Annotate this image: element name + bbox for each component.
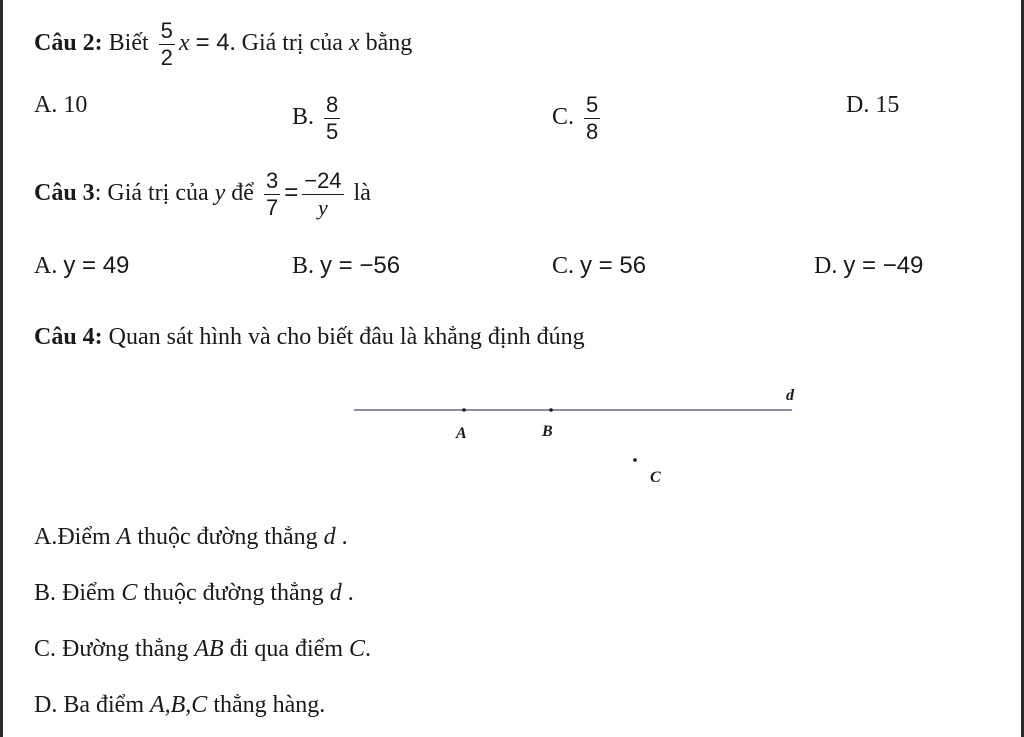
label-c: C: [650, 469, 661, 486]
q2-frac-den: 2: [160, 45, 173, 70]
q2-b-den: 5: [326, 119, 339, 144]
q2-c-fraction: [584, 92, 600, 145]
q3-d-label: D.: [814, 253, 838, 279]
q3-c-label: C.: [552, 253, 575, 279]
q3-label: Câu 3: [34, 180, 95, 207]
q4-c-var2: C: [349, 636, 366, 662]
point-a-dot: [462, 408, 466, 412]
q4-label: Câu 4:: [34, 324, 103, 350]
q3-end: là: [353, 180, 371, 207]
q4-b-var2: d: [329, 580, 342, 606]
q2-b-label: B.: [292, 104, 315, 131]
q2-b-fraction: [324, 92, 340, 145]
q4-answer-d: [34, 692, 325, 719]
q3-fraction-1: [264, 168, 280, 221]
question-4: [34, 324, 585, 351]
q2-frac-num: 5: [160, 18, 173, 43]
q4-a-end: .: [341, 524, 348, 550]
q2-b-num: 8: [326, 92, 339, 117]
q4-c-pre: C. Đường thẳng: [34, 636, 189, 662]
q4-b-post: thuộc đường thẳng: [143, 580, 324, 606]
q2-var: x: [178, 30, 190, 57]
q4-a-post: thuộc đường thẳng: [137, 524, 318, 550]
q3-answer-b: [292, 252, 400, 280]
q4-d-post: thẳng hàng.: [213, 692, 326, 718]
q3-eq: =: [284, 179, 299, 207]
q4-text: Quan sát hình và cho biết đâu là khẳng định đúng: [108, 324, 585, 350]
q3-b-label: B.: [292, 253, 315, 279]
q4-c-end: .: [365, 636, 372, 662]
q4-c-var: AB: [194, 636, 224, 662]
q2-answer-a: A. 10: [34, 92, 88, 118]
q2-suffix: . Giá trị của: [229, 30, 343, 57]
q4-answer-b: [34, 580, 354, 607]
q4-answer-a: [34, 524, 348, 551]
q4-d-var: A,B,C: [149, 692, 208, 718]
q2-answer-d: D. 15: [846, 92, 900, 118]
q3-fraction-2: [302, 168, 343, 221]
q2-answer-c: [552, 92, 604, 145]
q4-b-end: .: [347, 580, 354, 606]
q2-c-label: C.: [552, 104, 575, 131]
label-d: d: [786, 387, 794, 404]
q2-c-den: 8: [586, 119, 599, 144]
q4-b-pre: B. Điểm: [34, 580, 116, 606]
q3-prefix: : Giá trị của: [94, 180, 209, 207]
q2-fraction: [159, 18, 175, 71]
q2-answer-b: [292, 92, 344, 145]
geometry-diagram: [340, 380, 810, 490]
q4-a-var: A: [116, 524, 132, 550]
q3-f2-den: y: [318, 195, 328, 220]
q3-answer-a: [34, 252, 129, 280]
q2-end: bằng: [365, 30, 413, 57]
point-c-dot: [633, 458, 637, 462]
q3-f1-den: 7: [265, 195, 279, 220]
q2-label: Câu 2:: [34, 30, 103, 57]
point-b-dot: [549, 408, 553, 412]
q3-var: y: [214, 180, 226, 207]
label-a: A: [456, 425, 467, 442]
q3-answer-d: [814, 252, 923, 280]
question-3: [34, 168, 371, 221]
q2-eq: = 4: [195, 29, 230, 57]
q3-b-value: y = −56: [320, 252, 401, 279]
q4-a-pre: A.Điểm: [34, 524, 111, 550]
q2-var2: x: [348, 30, 360, 57]
q3-a-label: A.: [34, 253, 58, 279]
q3-de: để: [231, 180, 254, 207]
q3-f1-num: 3: [265, 168, 279, 193]
q3-a-value: y = 49: [63, 252, 130, 279]
q3-d-value: y = −49: [843, 252, 924, 279]
q4-answer-c: [34, 636, 371, 663]
question-2: [34, 18, 412, 71]
q3-f2-num: −24: [304, 168, 342, 193]
q2-prefix: Biết: [108, 30, 149, 57]
label-b: B: [542, 423, 553, 440]
q4-b-var: C: [121, 580, 138, 606]
q4-c-post: đi qua điểm: [229, 636, 343, 662]
q3-c-value: y = 56: [580, 252, 647, 279]
q4-a-var2: d: [323, 524, 336, 550]
q4-d-pre: D. Ba điểm: [34, 692, 144, 718]
q2-c-num: 5: [586, 92, 599, 117]
q3-answer-c: [552, 252, 646, 280]
